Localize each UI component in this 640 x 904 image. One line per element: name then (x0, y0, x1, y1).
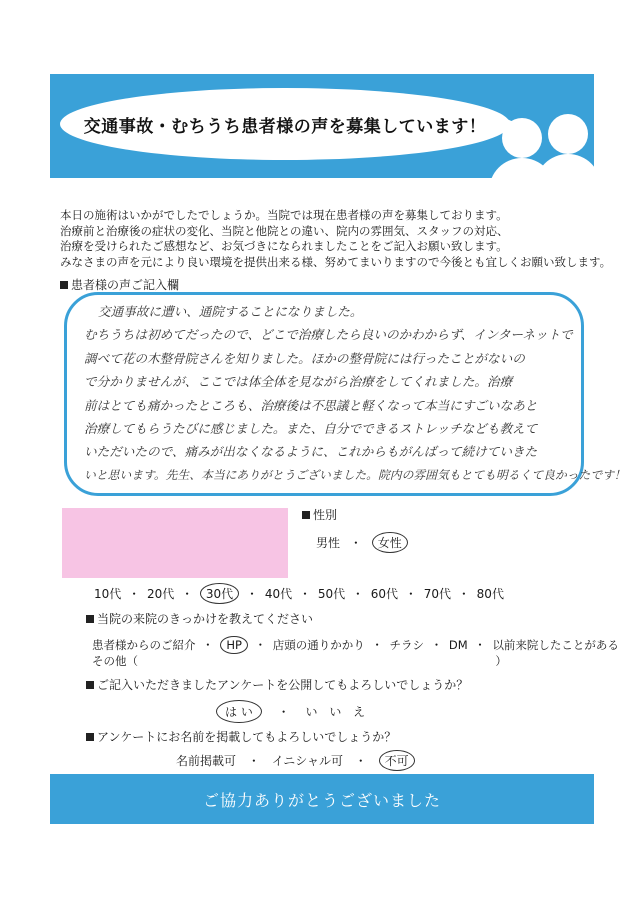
footer-thanks: ご協力ありがとうございました (202, 790, 441, 810)
trigger-option-flyer[interactable]: チラシ (389, 638, 425, 652)
voice-section-label: 患者様の声ご記入欄 (60, 276, 179, 293)
comment-line: いと思います。先生、本当にありがとうございました。院内の雰囲気もとても明るくて良かったです！ (84, 467, 626, 482)
trigger-option-storefront[interactable]: 店頭の通りかかり (272, 638, 365, 652)
comment-line: いただいたので、痛みが出なくなるように、これからもがんばって続けていきた (84, 444, 538, 460)
trigger-options: 患者様からのご紹介 ・ HP ・ 店頭の通りかかり ・ チラシ ・ DM ・ 以前来院したことがある (92, 638, 619, 652)
trigger-option-dm[interactable]: DM (448, 638, 468, 652)
square-bullet-icon (60, 281, 68, 289)
trigger-other-label: その他（ (92, 654, 138, 668)
intro-text (60, 208, 612, 270)
age-option[interactable]: 50代 (317, 587, 346, 601)
publish-no-option[interactable]: い い え (305, 705, 370, 719)
banner-title: 交通事故・むちうち患者様の声を募集しています！ (83, 116, 487, 137)
intro-line: 治療を受けられたご感想など、お気づきになられましたことをご記入お願い致します。 (60, 239, 508, 253)
intro-line: 治療前と治療後の症状の変化、当院と他院との違い、院内の雰囲気、スタッフの対応、 (60, 223, 509, 238)
trigger-option-returning[interactable]: 以前来院したことがある (492, 638, 619, 652)
trigger-other (92, 653, 507, 669)
square-bullet-icon (302, 511, 310, 519)
gender-male-option[interactable]: 男性 (316, 536, 341, 550)
trigger-option-referral[interactable]: 患者様からのご紹介 (92, 638, 196, 652)
trigger-other-close: ） (495, 654, 507, 668)
comment-line: 治療してもらうたびに感じました。また、自分でできるストレッチなども教えて (84, 421, 538, 437)
header-banner (50, 74, 594, 178)
age-options: 10代 ・ 20代 ・ 30代 ・ 40代 ・ 50代 ・ 60代 ・ 70代 ・ 80代 (94, 583, 504, 604)
trigger-label: 当院の来院のきっかけを教えてください (86, 610, 313, 627)
name-posting-options: 名前掲載可 ・ イニシャル可 ・ 不可 (176, 750, 415, 771)
speech-bubble (60, 88, 510, 160)
intro-line: みなさまの声を元により良い環境を提供出来る様、努めてまいりますので今後とも宜しくお願い致します。 (60, 254, 612, 269)
intro-line: 本日の施術はいかがでしたでしょうか。当院では現在患者様の声を募集しております。 (60, 208, 508, 222)
redacted-name-area (62, 508, 288, 578)
square-bullet-icon (86, 681, 94, 689)
name-option-full[interactable]: 名前掲載可 (176, 754, 237, 768)
separator: ・ (349, 536, 362, 550)
age-option[interactable]: 70代 (423, 587, 451, 601)
name-option-initials[interactable]: イニシャル可 (271, 754, 343, 768)
square-bullet-icon (86, 733, 94, 741)
square-bullet-icon (86, 615, 94, 623)
comment-line: 交通事故に遭い、通院することになりました。 (98, 304, 363, 319)
age-option[interactable]: 20代 (146, 587, 175, 601)
publish-label: ご記入いただきましたアンケートを公開してもよろしいでしょうか？ (86, 676, 468, 693)
name-posting-label: アンケートにお名前を掲載してもよろしいでしょうか？ (86, 728, 396, 745)
age-option[interactable]: 80代 (476, 587, 504, 601)
trigger-option-hp[interactable]: HP (220, 636, 248, 654)
gender-options (316, 532, 408, 553)
publish-options: は い ・ い い え (216, 700, 369, 723)
footer-band (50, 774, 594, 824)
gender-label: 性別 (302, 506, 337, 523)
comment-line: 前はとても痛かったところも、治療後は不思議と軽くなって本当にすごいなあと (84, 397, 538, 413)
age-option[interactable]: 60代 (370, 587, 399, 601)
comment-line: 調べて花の木整骨院さんを知りました。ほかの整骨院には行ったことがないの (84, 350, 525, 366)
comment-line: で分かりませんが、ここでは体全体を見ながら治療をしてくれました。治療 (84, 374, 513, 390)
age-option[interactable]: 10代 (94, 587, 122, 601)
age-option[interactable]: 40代 (264, 587, 293, 601)
name-option-none[interactable]: 不可 (379, 750, 415, 771)
gender-female-option[interactable]: 女性 (372, 532, 408, 553)
publish-yes-option[interactable]: は い (216, 700, 262, 723)
handwritten-comment (84, 300, 626, 487)
comment-line: むちうちは初めてだったので、どこで治療したら良いのかわからず、インターネットで (84, 327, 573, 343)
age-option-selected[interactable]: 30代 (200, 583, 239, 604)
